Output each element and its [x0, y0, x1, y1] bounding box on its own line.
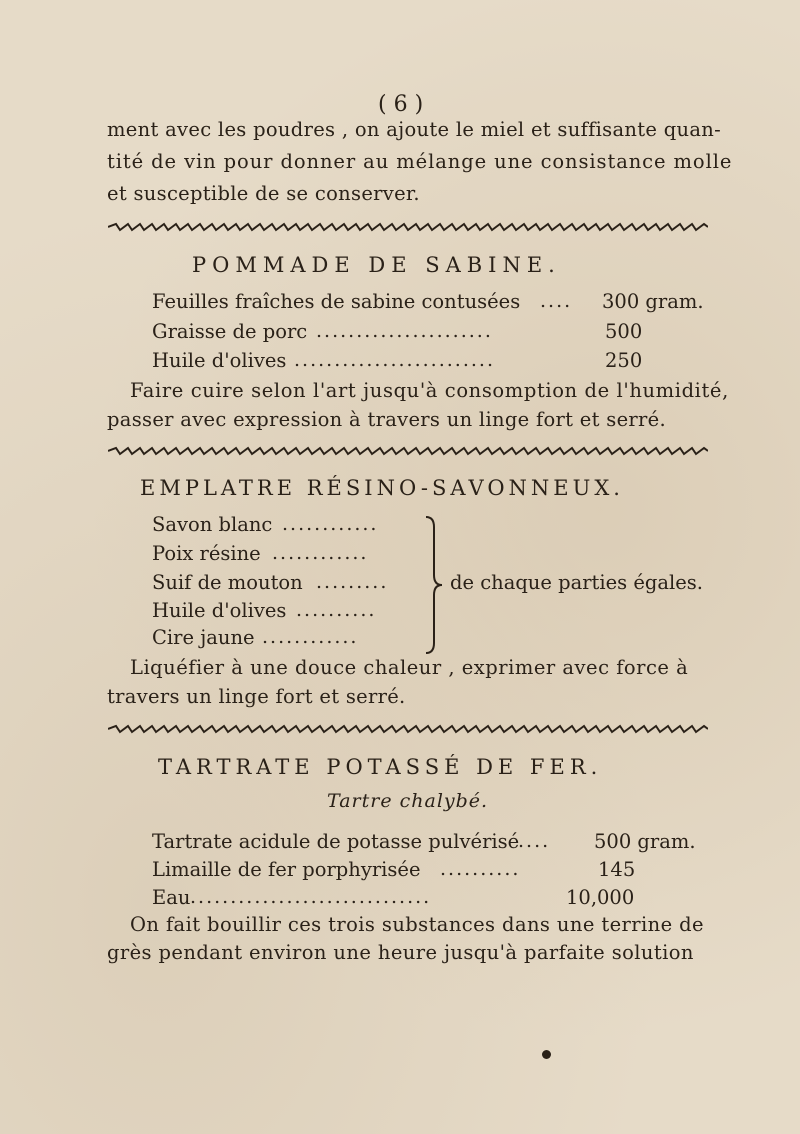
ingredient-name: Tartrate acidule de potasse pulvérisé — [152, 830, 520, 853]
ingredient-name: Limaille de fer porphyrisée — [152, 858, 421, 881]
leader-dots: ......... — [316, 571, 389, 593]
ingredient-quantity: 145 — [598, 858, 636, 881]
ingredient-name: Poix résine — [152, 542, 261, 565]
ingredient-quantity: 300 gram. — [602, 290, 704, 313]
ornament-rule — [108, 222, 708, 232]
right-brace — [420, 515, 444, 655]
leader-dots: ............ — [282, 513, 379, 535]
ingredient-name: Graisse de porc — [152, 320, 308, 343]
ingredient-name: Savon blanc — [152, 513, 273, 536]
section-title-sabine: POMMADE DE SABINE. — [192, 253, 561, 277]
emplatre-instruction-2: travers un linge fort et serré. — [107, 685, 406, 708]
leader-dots: .............................. — [190, 886, 432, 908]
ingredient-name: Eau — [152, 886, 191, 909]
leader-dots: ...................... — [316, 320, 493, 342]
emplatre-instruction-1: Liquéfier à une douce chaleur , exprimer avec force à — [130, 656, 689, 679]
brace-note: de chaque parties égales. — [450, 571, 703, 594]
leader-dots: ............ — [272, 542, 369, 564]
sabine-instruction-1: Faire cuire selon l'art jusqu'à consomption de l'humidité, — [130, 379, 729, 402]
ingredient-quantity: 500 — [605, 320, 643, 343]
tartrate-instruction-1: On fait bouillir ces trois substances dans une terrine de — [130, 913, 704, 936]
ingredient-name: Feuilles fraîches de sabine contusées — [152, 290, 521, 313]
intro-line-3: et susceptible de se conserver. — [107, 182, 420, 205]
leader-dots: .......... — [440, 858, 521, 880]
section-title-emplatre: EMPLATRE RÉSINO-SAVONNEUX. — [140, 476, 624, 500]
leader-dots: ......................... — [294, 349, 495, 371]
ornament-rule — [108, 446, 708, 456]
ingredient-quantity: 500 gram. — [594, 830, 696, 853]
leader-dots: .......... — [296, 599, 377, 621]
page-number: ( 6 ) — [378, 92, 424, 117]
intro-line-2: tité de vin pour donner au mélange une consistance molle — [107, 150, 733, 173]
leader-dots: ............ — [262, 626, 359, 648]
ingredient-name: Suif de mouton — [152, 571, 303, 594]
ink-dot — [542, 1050, 551, 1059]
ingredient-name: Huile d'olives — [152, 349, 287, 372]
ingredient-name: Cire jaune — [152, 626, 255, 649]
leader-dots: .... — [518, 830, 551, 852]
ingredient-quantity: 250 — [605, 349, 643, 372]
ornament-rule — [108, 724, 708, 734]
section-title-tartrate: TARTRATE POTASSÉ DE FER. — [158, 755, 603, 779]
tartrate-instruction-2: grès pendant environ une heure jusqu'à parfaite solution — [107, 941, 694, 964]
leader-dots: .... — [540, 290, 573, 312]
intro-line-1: ment avec les poudres , on ajoute le miel et suffisante quan- — [107, 118, 722, 141]
ingredient-quantity: 10,000 — [566, 886, 635, 909]
section-subtitle-tartrate: Tartre chalybé. — [327, 790, 489, 812]
ingredient-name: Huile d'olives — [152, 599, 287, 622]
sabine-instruction-2: passer avec expression à travers un linge fort et serré. — [107, 408, 666, 431]
